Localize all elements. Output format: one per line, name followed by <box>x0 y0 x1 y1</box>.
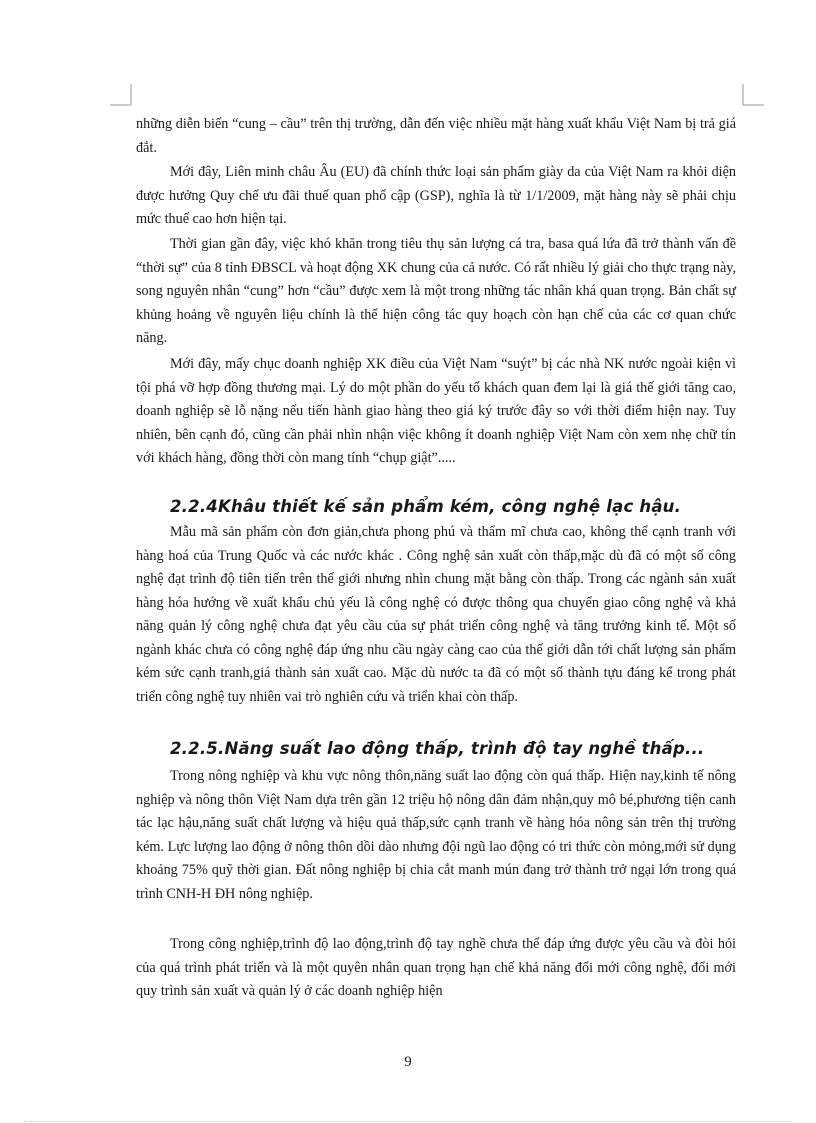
top-right-corner-mark <box>742 84 764 106</box>
paragraph-xk-dieu: Mới đây, mấy chục doanh nghiệp XK điều của Việt Nam “suýt” bị các nhà NK nước ngoài kiện vì tội phá vỡ hợp đồng thương mại. Lý do một phần do yếu tố khách quan đem lại là giá thế giới tăng cao, doanh nghiệp sẽ lỗ nặng nếu tiến hành giao hàng theo giá ký trước đây so với thời điểm hiện nay. Tuy nhiên, bên cạnh đó, cũng cần phải nhìn nhận việc không ít doanh nghiệp Việt Nam còn xem nhẹ chữ tín với khách hàng, đồng thời còn mang tính “chụp giật”..... <box>136 356 736 466</box>
paragraph-continuation: những diễn biến “cung – cầu” trên thị trường, dẫn đến việc nhiều mặt hàng xuất khẩu Việt Nam bị trả giá đắt. <box>136 116 736 156</box>
paragraph-ca-tra-basa: Thời gian gần đây, việc khó khăn trong tiêu thụ sản lượng cá tra, basa quá lứa đã trở thành vấn đề “thời sự” của 8 tỉnh ĐBSCL và hoạt động XK chung của cả nước. Có rất nhiều lý giải cho thực trạng này, song nguyên nhân “cung” hơn “cầu” được xem là một trong những tác nhân khá quan trọng. Bản chất sự khủng hoảng về nguyên liệu chính là thể hiện công tác quy hoạch còn hạn chế của các cơ quan chức năng. <box>136 236 736 346</box>
page-bottom-rule <box>24 1121 792 1122</box>
section-heading-2-2-4: 2.2.4Khâu thiết kế sản phẩm kém, công nghệ lạc hậu. <box>170 497 682 516</box>
paragraph-eu-gsp: Mới đây, Liên minh châu Âu (EU) đã chính thức loại sản phẩm giày da của Việt Nam ra khỏi diện được hưởng Quy chế ưu đãi thuế quan phổ cập (GSP), nghĩa là từ 1/1/2009, mặt hàng này sẽ phải chịu mức thuế cao hơn hiện tại. <box>136 164 736 227</box>
paragraph-cong-nghiep: Trong công nghiệp,trình độ lao động,trình độ tay nghề chưa thể đáp ứng được yêu cầu và đòi hỏi của quá trình phát triển và là một quyên nhân quan trọng hạn chế khả năng đổi mới công nghệ, đổi mới quy trình sản xuất và quản lý ở các doanh nghiệp hiện <box>136 936 736 999</box>
section-heading-2-2-5: 2.2.5.Năng suất lao động thấp, trình độ tay nghề thấp... <box>170 739 705 758</box>
page-number: 9 <box>404 1054 412 1070</box>
paragraph-thiet-ke-san-pham: Mẫu mã sản phẩm còn đơn giản,chưa phong phú và thẩm mĩ chưa cao, không thể cạnh tranh với hàng hoá của Trung Quốc và các nước khác . Công nghệ sản xuất còn thấp,mặc dù đã có một số công nghệ đạt trình độ tiên tiến trên thế giới nhưng nhìn chung mặt bằng còn thấp. Trong các ngành sản xuất hàng hóa hướng về xuất khẩu chủ yếu là công nghệ có được thông qua chuyển giao công nghệ và khả năng quản lý công nghệ chưa đạt yêu cầu của sự phát triển công nghệ và tăng trưởng kinh tế. Một số ngành khác chưa có công nghệ đáp ứng nhu cầu ngày càng cao của thế giới dẫn tới chất lượng sản phẩm kém sức cạnh tranh,giá thành sản xuất cao. Mặc dù nước ta đã có một số thành tựu đáng kể trong phát triển công nghệ tuy nhiên vai trò nghiên cứu và triển khai còn thấp. <box>136 524 736 705</box>
paragraph-nong-nghiep: Trong nông nghiệp và khu vực nông thôn,năng suất lao động còn quá thấp. Hiện nay,kinh tế nông nghiệp và nông thôn Việt Nam dựa trên gần 12 triệu hộ nông dân đảm nhận,quy mô bé,phương tiện canh tác lạc hậu,năng suất chất lượng và hiệu quả thấp,sức cạnh tranh về hàng hóa nông sản trên thị trường kém. Lực lượng lao động ở nông thôn dồi dào nhưng đội ngũ lao động có tri thức còn mỏng,mới sử dụng khoảng 75% quỹ thời gian. Đất nông nghiệp bị chia cắt manh mún đang trở thành trở ngại lớn trong quá trình CNH-H ĐH nông nghiệp. <box>136 768 736 902</box>
top-left-corner-mark <box>110 84 132 106</box>
